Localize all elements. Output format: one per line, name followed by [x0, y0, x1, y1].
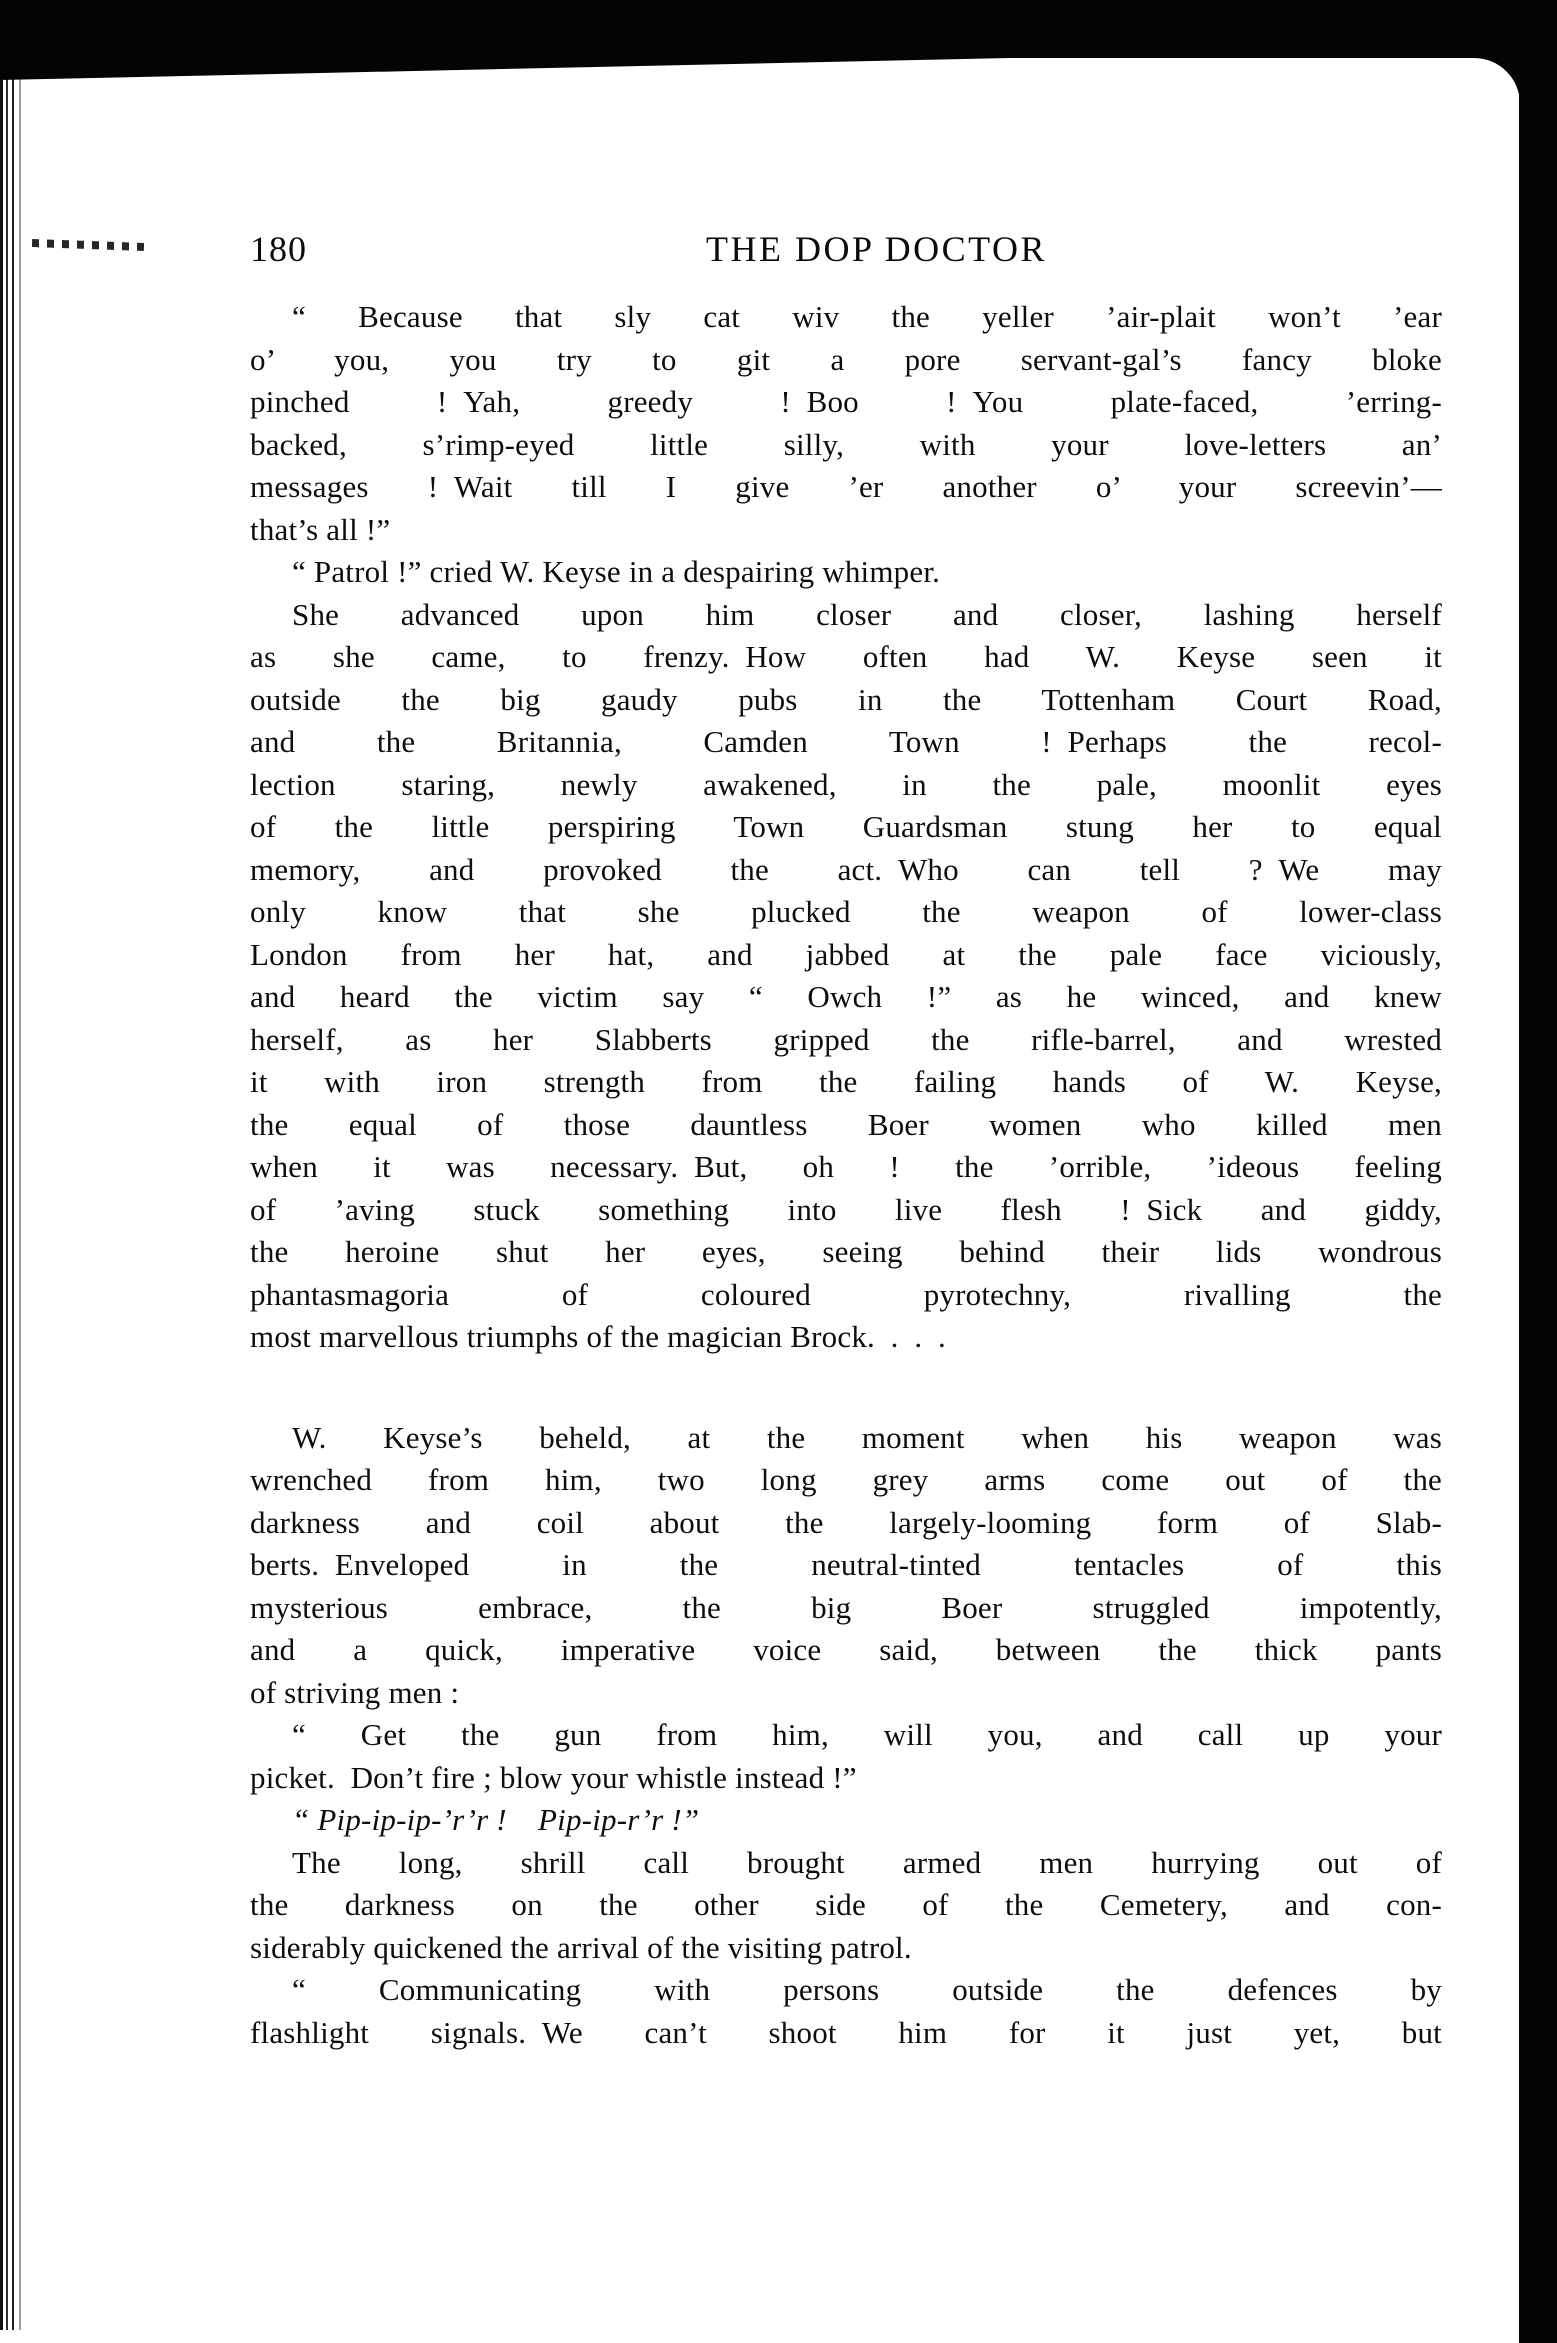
text-line: “ Communicating with persons outside the defences by [292, 1972, 1442, 2007]
text-line: pinched ! Yah, greedy ! Boo ! You plate-faced, ’erring- [250, 384, 1442, 419]
text-line: and the Britannia, Camden Town ! Perhaps the recol- [250, 724, 1442, 759]
text-line: herself, as her Slabberts gripped the rifle-barrel, and wrested [250, 1021, 1442, 1057]
text-line: of striving men : [250, 1674, 460, 1710]
text-line: She advanced upon him closer and closer, lashing herself [292, 596, 1442, 632]
scan-edge-right [1519, 0, 1557, 2343]
text-line: lection staring, newly awakened, in the pale, moonlit eyes [250, 766, 1442, 802]
text-line: backed, s’rimp-eyed little silly, with your love-letters an’ [250, 426, 1442, 462]
text-line: the heroine shut her eyes, seeing behind their lids wondrous [250, 1234, 1442, 1269]
text-line: most marvellous triumphs of the magician Brock. . . . [250, 1319, 946, 1354]
paragraph [250, 296, 1442, 551]
paragraph [250, 551, 1442, 594]
text-line: siderably quickened the arrival of the visiting patrol. [250, 1929, 912, 1965]
paragraph [250, 1714, 1442, 1799]
text-line: the darkness on the other side of the Cemetery, and con- [250, 1887, 1442, 1922]
paragraph [250, 1969, 1442, 2054]
text-line: the equal of those dauntless Boer women who killed men [250, 1106, 1442, 1142]
paragraph [250, 1799, 1442, 1842]
text-line: The long, shrill call brought armed men hurrying out of [292, 1844, 1442, 1880]
binding-streaks-texture [0, 68, 30, 2330]
running-title: THE DOP DOCTOR [706, 229, 1048, 269]
text-line: phantasmagoria of coloured pyrotechny, rivalling the [250, 1276, 1442, 1312]
text-line: darkness and coil about the largely-looming form of Slab- [250, 1504, 1442, 1540]
text-line: and heard the victim say “ Owch !” as he winced, and knew [250, 979, 1442, 1014]
text-line: “ Because that sly cat wiv the yeller ’air-plait won’t ’ear [292, 299, 1442, 334]
book-page [0, 58, 1520, 2343]
text-line: berts. Enveloped in the neutral-tinted tentacles of this [250, 1547, 1442, 1582]
text-line: of the little perspiring Town Guardsman stung her to equal [250, 809, 1442, 844]
scan-speck [32, 239, 144, 251]
text-line: as she came, to frenzy. How often had W. Keyse seen it [250, 639, 1442, 674]
text-line: memory, and provoked the act. Who can tell ? We may [250, 851, 1442, 887]
paragraph [250, 594, 1442, 1359]
text-line: picket. Don’t fire ; blow your whistle instead !” [250, 1759, 857, 1795]
scan-edge-top [0, 0, 1557, 58]
paragraph [250, 1417, 1442, 1715]
text-line: when it was necessary. But, oh ! the ’orrible, ’ideous feeling [250, 1149, 1442, 1184]
text-line: messages ! Wait till I give ’er another o’ your screevin’— [250, 469, 1442, 504]
text-line: London from her hat, and jabbed at the pale face viciously, [250, 936, 1442, 972]
text-line: o’ you, you try to git a pore servant-gal’s fancy bloke [250, 341, 1442, 377]
text-line: flashlight signals. We can’t shoot him for it just yet, but [250, 2014, 1442, 2050]
text-line: W. Keyse’s beheld, at the moment when his weapon was [292, 1419, 1442, 1455]
text-line: only know that she plucked the weapon of lower-class [250, 894, 1442, 929]
page-body [250, 296, 1442, 2054]
text-line: outside the big gaudy pubs in the Tottenham Court Road, [250, 681, 1442, 717]
paragraph [250, 1842, 1442, 1970]
text-line: “ Patrol !” cried W. Keyse in a despairing whimper. [292, 554, 941, 589]
text-line: it with iron strength from the failing hands of W. Keyse, [250, 1064, 1442, 1099]
text-line: of ’aving stuck something into live flesh ! Sick and giddy, [250, 1191, 1442, 1227]
text-line: and a quick, imperative voice said, between the thick pants [250, 1632, 1442, 1667]
text-line: mysterious embrace, the big Boer struggled impotently, [250, 1589, 1442, 1625]
text-line: “ Pip-ip-ip-’r’r ! Pip-ip-r’r !” [292, 1802, 700, 1837]
text-line: wrenched from him, two long grey arms come out of the [250, 1462, 1442, 1497]
page-number: 180 [250, 229, 307, 269]
text-line: “ Get the gun from him, will you, and call up your [292, 1717, 1442, 1752]
text-line: that’s all !” [250, 511, 391, 547]
page-header [250, 228, 1442, 274]
